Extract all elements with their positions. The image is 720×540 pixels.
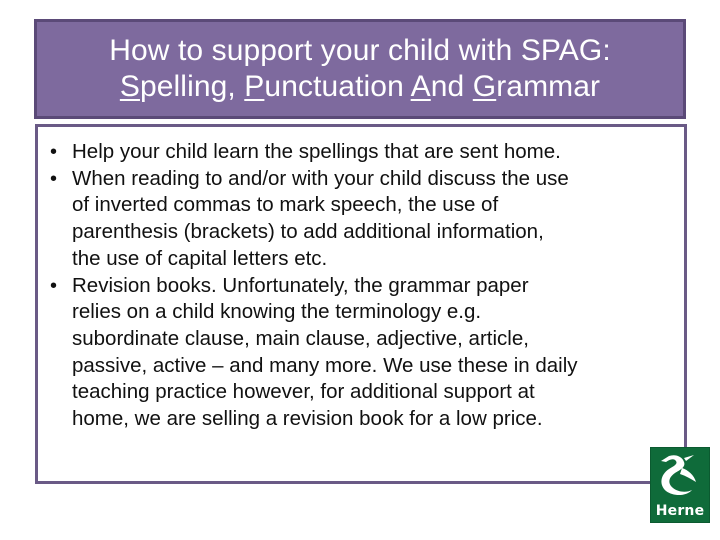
school-logo xyxy=(650,447,710,523)
bullet-line: of inverted commas to mark speech, the use of xyxy=(72,193,499,217)
bullet-item xyxy=(48,273,674,433)
bullet-line: home, we are selling a revision book for a low price. xyxy=(72,407,543,431)
bullet-item xyxy=(48,166,674,273)
bullet-text xyxy=(72,166,674,273)
bullet-line: passive, active – and many more. We use these in daily xyxy=(72,353,578,377)
bullet-line: Help your child learn the spellings that are sent home. xyxy=(72,140,561,163)
title-text-segment: nd xyxy=(430,70,473,103)
bullet-line: the use of capital letters etc. xyxy=(72,246,328,270)
bullet-line: parenthesis (brackets) to add additional information, xyxy=(72,220,544,244)
content-panel xyxy=(35,124,687,484)
bullet-line: When reading to and/or with your child discuss the use xyxy=(72,166,569,190)
title-underlined-letter: A xyxy=(410,70,431,103)
bullet-text xyxy=(72,139,674,166)
title-text-segment: unctuation xyxy=(264,70,411,103)
title-line-1: How to support your child with SPAG: xyxy=(109,34,611,67)
bullet-line: teaching practice however, for additional support at xyxy=(72,380,535,404)
bullet-item xyxy=(48,139,674,166)
bullet-line: subordinate clause, main clause, adjective, article, xyxy=(72,326,529,350)
heron-icon xyxy=(655,452,705,500)
title-line-2 xyxy=(120,69,600,105)
title-underlined-letter: P xyxy=(244,70,265,103)
bullet-text xyxy=(72,273,674,433)
title-underlined-letter: S xyxy=(119,70,140,103)
bullet-line: relies on a child knowing the terminology e.g. xyxy=(72,300,482,324)
bullet-list xyxy=(38,127,684,433)
title-text-segment: rammar xyxy=(496,70,601,103)
logo-wordmark: Herne xyxy=(651,500,709,522)
title-text-segment: pelling, xyxy=(139,70,245,103)
title-underlined-letter: G xyxy=(472,70,497,103)
bullet-marker: • xyxy=(50,167,58,190)
bullet-line: Revision books. Unfortunately, the grammar paper xyxy=(72,273,529,297)
slide-title xyxy=(34,19,686,119)
bullet-marker: • xyxy=(50,141,58,163)
bullet-marker: • xyxy=(50,274,58,297)
